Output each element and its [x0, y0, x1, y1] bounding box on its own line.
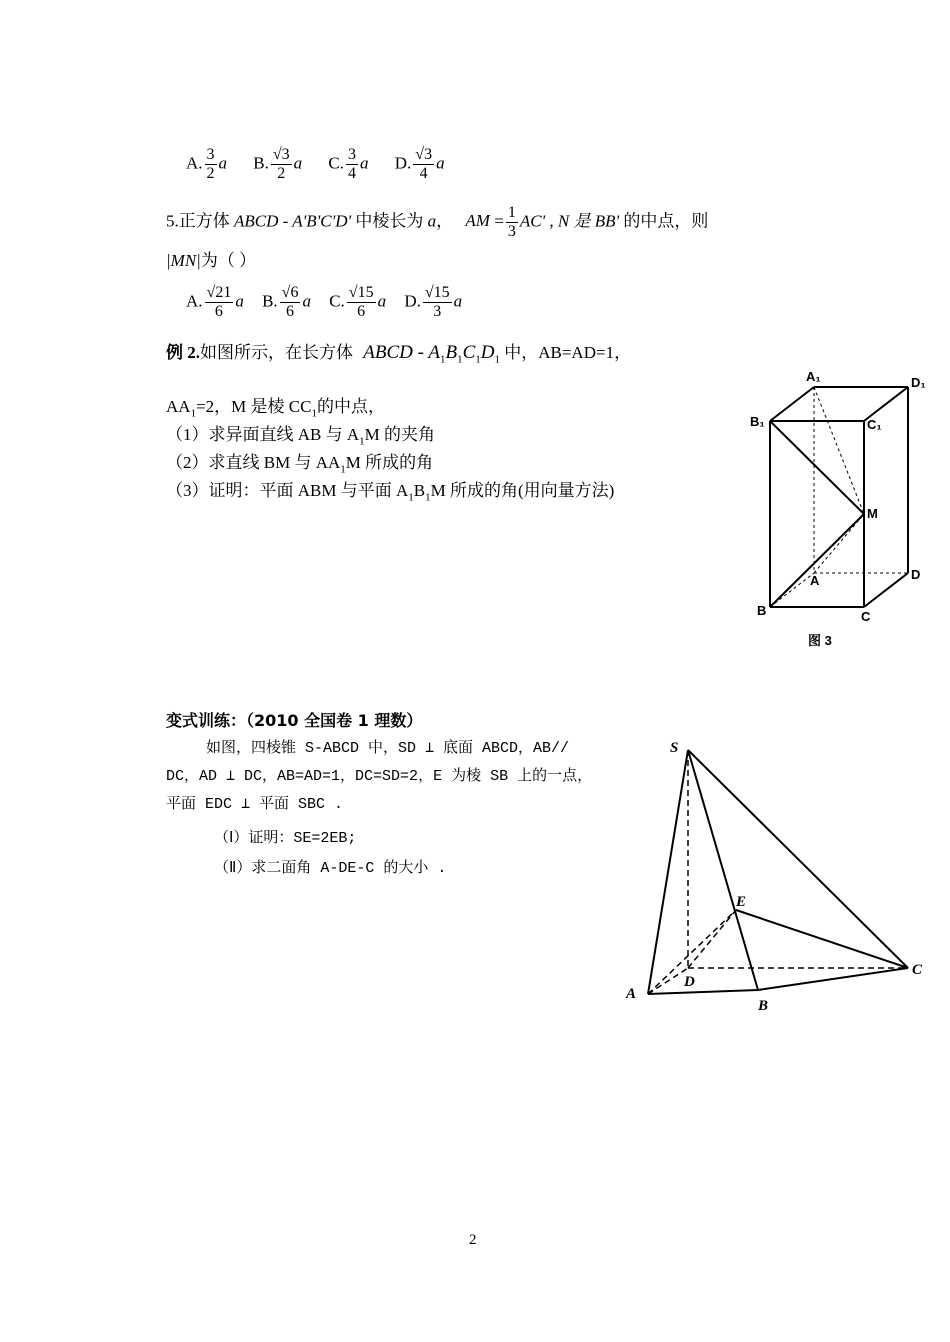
edge-d1-c1 — [864, 387, 908, 421]
example2-item1: （1）求异面直线 AB 与 $A_1M$ 的夹角 — [166, 425, 436, 448]
q5-option-d: D. $\frac{√15}{3}$ a — [404, 284, 463, 320]
practice-part1: （Ⅰ）证明：SE=2EB; — [214, 830, 357, 847]
q5-options — [186, 284, 484, 321]
label-d1: D₁ — [911, 375, 926, 390]
example2-stem: 例 2.如图所示，在长方体 ABCD - $A_1B_1C_1D_1$ 中，AB=AD=1， — [166, 342, 632, 366]
q4-option-d: D. $\frac{√3}{4}$ a — [394, 146, 445, 182]
q5-option-c: C. $\frac{√15}{6}$ a — [329, 284, 387, 320]
label-b: B — [758, 998, 769, 1014]
figure-caption: 图 3 — [808, 633, 832, 648]
label-b: B — [757, 603, 767, 618]
box-figure — [740, 365, 940, 655]
label-c: C — [912, 962, 923, 978]
practice-part2: （Ⅱ）求二面角 A-DE-C 的大小 . — [214, 860, 447, 877]
edge-b1-a1 — [770, 387, 814, 421]
example2-item3: （3）证明：平面 ABM 与平面 $A_1B_1M$ 所成的角(用向量方法) — [166, 481, 615, 504]
segment-e-c — [736, 910, 908, 968]
q5-stem: 5.正方体 ABCD - A'B'C'D' 中棱长为 a， AM = $\frac{1}{3}$ AC' , N 是 BB' 的中点，则 — [166, 204, 709, 240]
practice-line1: 如图，四棱锥 S-ABCD 中，SD ⊥ 底面 ABCD，AB// — [206, 740, 570, 757]
label-e: E — [736, 894, 747, 910]
edge-s-a — [648, 750, 688, 994]
label-c: C — [861, 609, 871, 624]
edge-c-d — [864, 573, 908, 607]
practice-line3: 平面 EDC ⊥ 平面 SBC . — [166, 796, 344, 813]
example2-item2: （2）求直线 BM 与 $AA_1M$ 所成的角 — [166, 453, 434, 476]
segment-a1-m — [814, 387, 864, 514]
label-a: A — [810, 573, 820, 588]
practice-line2: DC，AD ⊥ DC，AB=AD=1，DC=SD=2，E 为棱 SB 上的一点， — [166, 768, 593, 785]
page-number: 2 — [469, 1232, 477, 1248]
label-d: D — [684, 974, 695, 990]
q5-ask: |MN|为（ ） — [166, 251, 257, 270]
edge-a-b — [648, 990, 758, 994]
label-d: D — [911, 567, 921, 582]
label-s: S — [670, 740, 679, 756]
segment-d-e — [688, 910, 736, 968]
example2-line2: $AA_1=2$，M 是棱 $CC_1$的中点， — [166, 397, 385, 420]
q4-options — [186, 146, 467, 183]
q4-option-a: A. $\frac{3}{2}$ a — [186, 146, 228, 182]
label-c1: C₁ — [867, 417, 882, 432]
edge-b-a — [770, 573, 814, 607]
segment-a-d — [648, 968, 688, 994]
label-a1: A₁ — [806, 369, 821, 384]
edge-s-c — [688, 750, 908, 968]
segment-a-m — [814, 514, 864, 573]
q5-option-a: A. $\frac{√21}{6}$ a — [186, 284, 244, 320]
label-m: M — [867, 506, 878, 521]
q4-option-c: C. $\frac{3}{4}$ a — [328, 146, 369, 182]
segment-b-m — [770, 514, 864, 607]
label-a: A — [626, 986, 637, 1002]
q4-option-b: B. $\frac{√3}{2}$ a — [253, 146, 303, 182]
label-b1: B₁ — [750, 414, 765, 429]
q5-option-b: B. $\frac{√6}{6}$ a — [262, 284, 311, 320]
practice-title: 变式训练：（2010 全国卷 1 理数） — [166, 711, 423, 730]
pyramid-figure — [620, 728, 940, 1028]
edge-b-c — [758, 968, 908, 990]
segment-b1-m — [770, 421, 864, 514]
